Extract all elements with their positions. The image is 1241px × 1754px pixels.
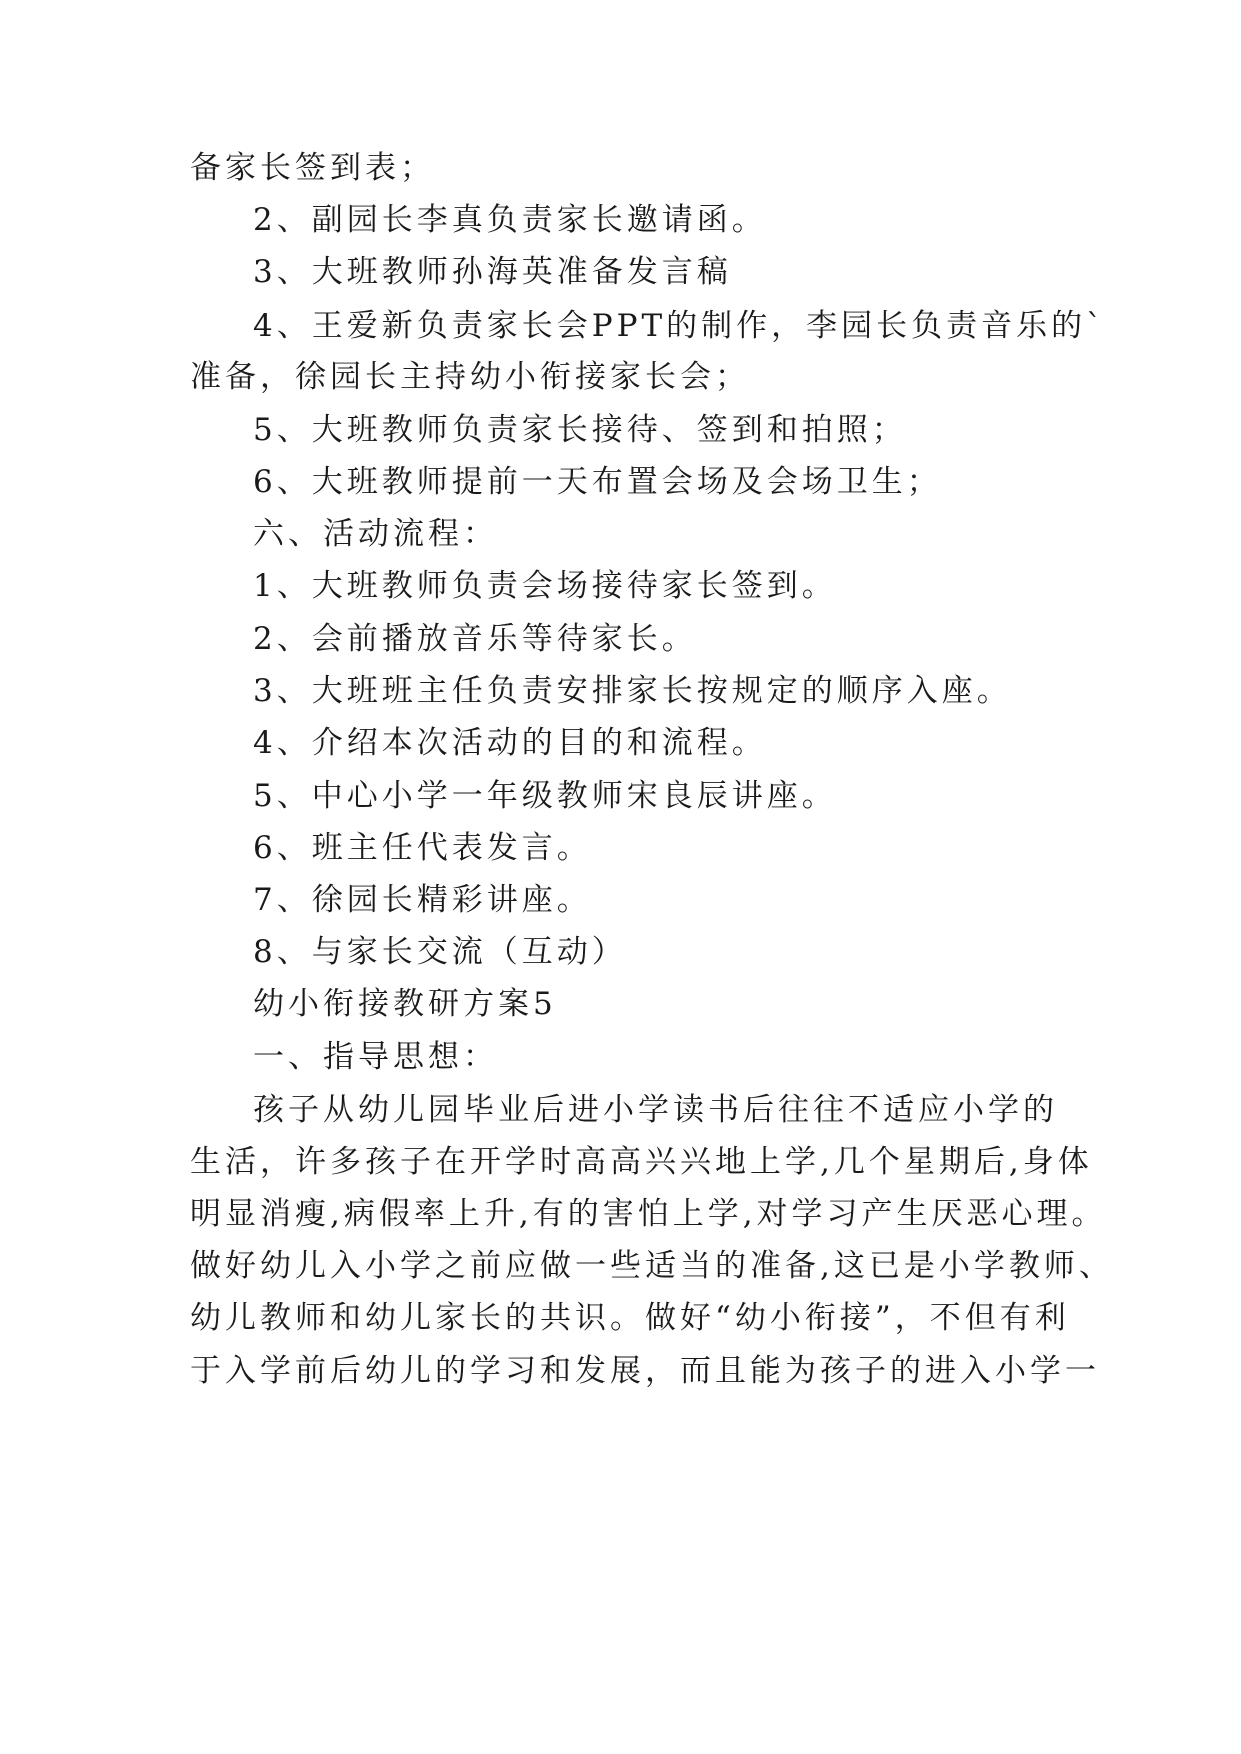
text-line: 4、王爱新负责家长会PPT的制作，李园长负责音乐的` [253, 308, 1106, 344]
document-subtitle: 幼小衔接教研方案5 [253, 986, 557, 1022]
paragraph-line: 孩子从幼儿园毕业后进小学读书后往往不适应小学的 [253, 1092, 1058, 1128]
text-line: 5、大班教师负责家长接待、签到和拍照； [253, 412, 907, 448]
text-line: 备家长签到表； [190, 150, 435, 186]
section-heading: 六、活动流程： [253, 516, 498, 552]
text-line: 5、中心小学一年级教师宋良辰讲座。 [253, 778, 837, 814]
text-line: 2、副园长李真负责家长邀请函。 [253, 202, 767, 238]
paragraph-line: 于入学前后幼儿的学习和发展，而且能为孩子的进入小学一 [190, 1353, 1100, 1389]
text-line: 7、徐园长精彩讲座。 [253, 882, 592, 918]
text-line: 3、大班教师孙海英准备发言稿 [253, 254, 732, 290]
paragraph-line: 明显消瘦,病假率上升,有的害怕上学,对学习产生厌恶心理。 [190, 1196, 1107, 1232]
text-line: 准备，徐园长主持幼小衔接家长会； [190, 359, 750, 395]
text-line: 4、介绍本次活动的目的和流程。 [253, 725, 767, 761]
text-line: 1、大班教师负责会场接待家长签到。 [253, 568, 837, 604]
text-line: 2、会前播放音乐等待家长。 [253, 621, 697, 657]
paragraph-line: 做好幼儿入小学之前应做一些适当的准备,这已是小学教师、 [190, 1248, 1114, 1284]
text-line: 3、大班班主任负责安排家长按规定的顺序入座。 [253, 673, 1012, 709]
text-line: 6、大班教师提前一天布置会场及会场卫生； [253, 464, 942, 500]
text-line: 6、班主任代表发言。 [253, 830, 592, 866]
text-line: 8、与家长交流（互动） [253, 934, 627, 970]
paragraph-line: 幼儿教师和幼儿家长的共识。做好“幼小衔接”，不但有利 [190, 1300, 1070, 1336]
paragraph-line: 生活，许多孩子在开学时高高兴兴地上学,几个星期后,身体 [190, 1144, 1093, 1180]
section-heading: 一、指导思想： [253, 1039, 498, 1075]
